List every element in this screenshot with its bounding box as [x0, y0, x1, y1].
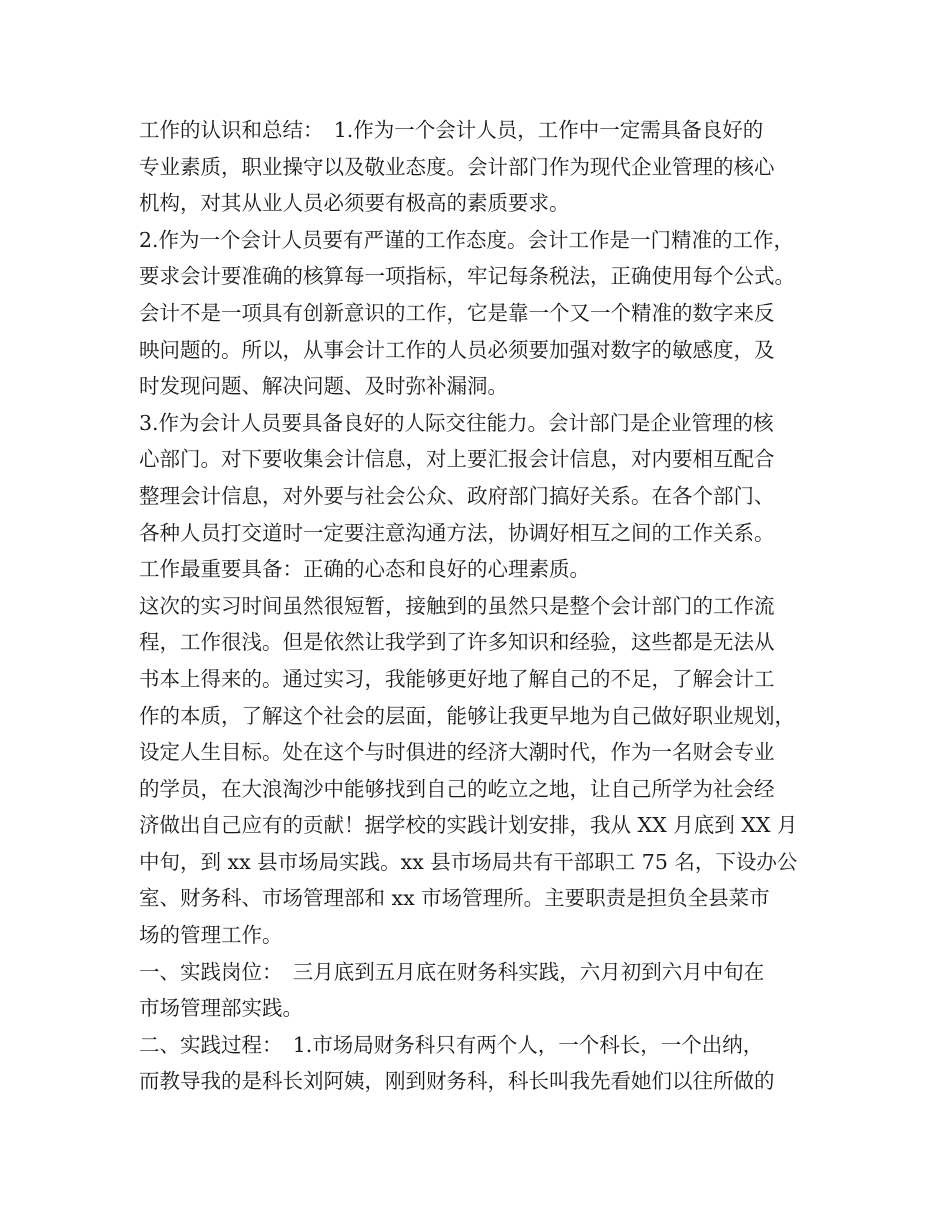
text-line: 一、实践岗位： 三月底到五月底在财务科实践，六月初到六月中旬在	[139, 959, 765, 984]
text-line: 中旬，到 xx 县市场局实践。xx 县市场局共有干部职工 75 名，下设办公	[139, 849, 798, 874]
text-line: 设定人生目标。处在这个与时俱进的经济大潮时代，作为一名财会专业	[139, 740, 775, 765]
text-line: 要求会计要准确的核算每一项指标，牢记每条税法，正确使用每个公式。	[139, 264, 795, 289]
text-line: 机构，对其从业人员必须要有极高的素质要求。	[139, 191, 570, 216]
text-line: 心部门。对下要收集会计信息，对上要汇报会计信息，对内要相互配合	[139, 447, 775, 472]
text-line: 映问题的。所以，从事会计工作的人员必须要加强对数字的敏感度，及	[139, 337, 775, 362]
text-line: 而教导我的是科长刘阿姨，刚到财务科，科长叫我先看她们以往所做的	[139, 1069, 775, 1094]
text-line: 专业素质，职业操守以及敬业态度。会计部门作为现代企业管理的核心	[139, 154, 775, 179]
text-line: 2.作为一个会计人员要有严谨的工作态度。会计工作是一门精准的工作，	[139, 227, 795, 252]
text-line: 会计不是一项具有创新意识的工作，它是靠一个又一个精准的数字来反	[139, 300, 775, 325]
text-line: 书本上得来的。通过实习，我能够更好地了解自己的不足，了解会计工	[139, 666, 775, 691]
text-line: 各种人员打交道时一定要注意沟通方法，协调好相互之间的工作关系。	[139, 520, 775, 545]
text-line: 市场管理部实践。	[139, 996, 303, 1021]
text-line: 时发现问题、解决问题、及时弥补漏洞。	[139, 374, 508, 399]
text-line: 作的本质，了解这个社会的层面，能够让我更早地为自己做好职业规划，	[139, 703, 795, 728]
document-body	[139, 112, 829, 1100]
text-line: 整理会计信息，对外要与社会公众、政府部门搞好关系。在各个部门、	[139, 483, 775, 508]
text-line: 济做出自己应有的贡献！据学校的实践计划安排，我从 XX 月底到 XX 月	[139, 813, 798, 838]
text-line: 的学员，在大浪淘沙中能够找到自己的屹立之地，让自己所学为社会经	[139, 776, 775, 801]
text-line: 二、实践过程： 1.市场局财务科只有两个人，一个科长，一个出纳，	[139, 1032, 764, 1057]
text-line: 这次的实习时间虽然很短暂，接触到的虽然只是整个会计部门的工作流	[139, 593, 775, 618]
text-line: 室、财务科、市场管理部和 xx 市场管理所。主要职责是担负全县菜市	[139, 886, 770, 911]
text-line: 场的管理工作。	[139, 923, 283, 948]
text-line: 3.作为会计人员要具备良好的人际交往能力。会计部门是企业管理的核	[139, 410, 774, 435]
text-line: 工作最重要具备：正确的心态和良好的心理素质。	[139, 557, 590, 582]
text-line: 工作的认识和总结： 1.作为一个会计人员，工作中一定需具备良好的	[139, 118, 764, 142]
text-line: 程，工作很浅。但是依然让我学到了许多知识和经验，这些都是无法从	[139, 630, 775, 655]
